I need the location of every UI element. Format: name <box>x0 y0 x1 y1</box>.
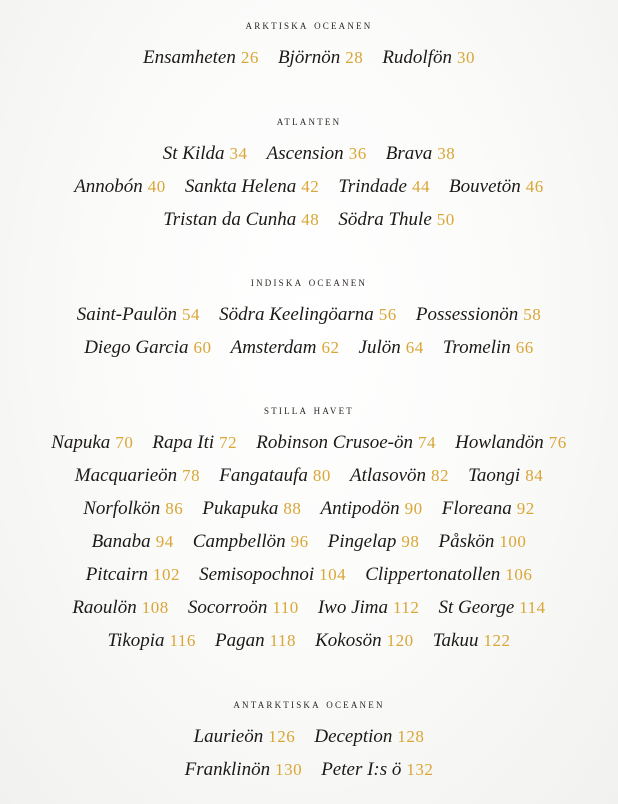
index-entry[interactable] <box>449 170 544 203</box>
island-name: Laurieön <box>193 726 264 747</box>
index-entry[interactable] <box>386 137 455 170</box>
index-entry[interactable] <box>185 170 319 203</box>
island-name: Rudolfön <box>382 47 452 68</box>
entry-row <box>0 753 618 786</box>
island-name: Clippertonatollen <box>365 564 501 585</box>
island-name: Atlasovön <box>350 465 427 486</box>
island-name: Påskön <box>438 531 495 552</box>
island-name: Napuka <box>51 432 111 453</box>
page-number: 28 <box>345 48 364 67</box>
index-entry[interactable] <box>328 525 420 558</box>
page-number: 76 <box>548 433 567 452</box>
island-name: Takuu <box>432 630 479 651</box>
page-number: 48 <box>301 210 320 229</box>
index-entry[interactable] <box>267 137 367 170</box>
page-number: 122 <box>483 631 511 650</box>
index-entry[interactable] <box>83 492 183 525</box>
island-name: Tristan da Cunha <box>163 209 297 230</box>
island-name: Ensamheten <box>142 47 236 68</box>
index-entry[interactable] <box>193 525 309 558</box>
island-name: St George <box>438 597 515 618</box>
page-number: 74 <box>418 433 436 452</box>
index-entry[interactable] <box>92 525 174 558</box>
entry-row <box>0 41 618 74</box>
island-name: Diego Garcia <box>84 337 189 358</box>
section-heading: indiska oceanen <box>250 274 368 289</box>
index-entry[interactable] <box>199 558 346 591</box>
page-number: 60 <box>193 338 212 357</box>
page-number: 114 <box>519 598 546 617</box>
page-number: 54 <box>182 305 201 324</box>
page-number: 58 <box>523 305 542 324</box>
page-number: 40 <box>147 177 166 196</box>
page-number: 98 <box>401 532 420 551</box>
index-entry[interactable] <box>455 426 567 459</box>
island-name: Raoulön <box>72 597 137 618</box>
index-entry[interactable] <box>143 41 259 74</box>
island-name: Annobón <box>74 176 143 197</box>
page-number: 66 <box>515 338 534 357</box>
island-name: Pingelap <box>327 531 397 552</box>
index-entry[interactable] <box>318 591 420 624</box>
index-entry[interactable] <box>382 41 475 74</box>
page-number: 72 <box>219 433 238 452</box>
index-entry[interactable] <box>219 459 331 492</box>
page-number: 36 <box>348 144 367 163</box>
index-entry[interactable] <box>163 203 319 236</box>
page-number: 70 <box>115 433 134 452</box>
island-name: Floreana <box>441 498 512 519</box>
page-number: 92 <box>516 499 535 518</box>
island-name: Brava <box>385 143 433 164</box>
island-name: Antipodön <box>320 498 400 519</box>
island-name: Södra Thule <box>338 209 432 230</box>
index-entry[interactable] <box>86 558 180 591</box>
entry-row <box>0 720 618 753</box>
page-number: 38 <box>437 144 456 163</box>
entry-row <box>0 591 618 624</box>
entry-row <box>0 426 618 459</box>
island-name: Björnön <box>277 47 341 68</box>
index-entry[interactable] <box>442 492 535 525</box>
index-entry[interactable] <box>321 753 433 786</box>
entry-row <box>0 331 618 364</box>
page-number: 30 <box>457 48 475 67</box>
section-heading: stilla havet <box>264 402 354 417</box>
island-name: Taongi <box>468 465 521 486</box>
page-number: 102 <box>152 565 180 584</box>
island-name: Pitcairn <box>85 564 148 585</box>
island-name: Pagan <box>215 630 265 651</box>
section-antarktiska-oceanen <box>0 695 618 786</box>
island-name: Socorroön <box>187 597 268 618</box>
index-entry[interactable] <box>74 170 166 203</box>
page-number: 44 <box>411 177 430 196</box>
page-number: 46 <box>525 177 544 196</box>
index-entry[interactable] <box>194 720 296 753</box>
island-name: Franklinön <box>184 759 271 780</box>
index-entry[interactable] <box>438 591 545 624</box>
index-entry[interactable] <box>84 331 211 364</box>
island-name: Kokosön <box>315 630 382 651</box>
island-name: Macquarieön <box>74 465 178 486</box>
island-name: Rapa Iti <box>152 432 215 453</box>
index-entry[interactable] <box>108 624 196 657</box>
entry-row <box>0 624 618 657</box>
island-name: Norfolkön <box>83 498 161 519</box>
entry-row <box>0 558 618 591</box>
index-entry[interactable] <box>51 426 133 459</box>
index-entry[interactable] <box>278 41 363 74</box>
page-number: 96 <box>290 532 309 551</box>
island-name: Södra Keelingöarna <box>219 304 374 325</box>
section-heading: antarktiska oceanen <box>233 696 385 711</box>
island-name: Ascension <box>266 143 344 164</box>
page-number: 110 <box>272 598 299 617</box>
index-entry[interactable] <box>202 492 301 525</box>
section-stilla-havet <box>0 401 618 657</box>
index-entry[interactable] <box>75 459 200 492</box>
page-number: 78 <box>182 466 201 485</box>
island-name: Sankta Helena <box>184 176 297 197</box>
page-number: 128 <box>397 727 425 746</box>
index-entry[interactable] <box>359 331 424 364</box>
page-number: 88 <box>283 499 302 518</box>
index-entry[interactable] <box>338 170 430 203</box>
page-number: 26 <box>240 48 259 67</box>
page-number: 100 <box>499 532 527 551</box>
section-atlanten <box>0 112 618 236</box>
island-name: Iwo Jima <box>317 597 388 618</box>
page-number: 80 <box>312 466 331 485</box>
index-entry[interactable] <box>350 459 449 492</box>
island-name: Fangataufa <box>219 465 308 486</box>
island-name: Bouvetön <box>449 176 521 197</box>
island-name: Banaba <box>91 531 151 552</box>
island-name: Campbellön <box>192 531 286 552</box>
index-entry[interactable] <box>443 331 534 364</box>
island-name: Peter I:s ö <box>321 759 402 780</box>
island-name: Tikopia <box>107 630 165 651</box>
entry-row <box>0 203 618 236</box>
index-entry[interactable] <box>433 624 511 657</box>
index-entry[interactable] <box>438 525 526 558</box>
index-entry[interactable] <box>215 624 296 657</box>
page-number: 108 <box>141 598 169 617</box>
section-indiska-oceanen <box>0 273 618 364</box>
island-name: Deception <box>314 726 393 747</box>
island-name: Amsterdam <box>230 337 317 358</box>
island-name: Possessionön <box>415 304 519 325</box>
section-arktiska-oceanen <box>0 16 618 74</box>
index-entry[interactable] <box>314 720 424 753</box>
page-number: 42 <box>301 177 320 196</box>
index-entry[interactable] <box>320 492 422 525</box>
section-heading: arktiska oceanen <box>245 17 373 32</box>
page-number: 112 <box>393 598 420 617</box>
island-name: St Kilda <box>162 143 225 164</box>
page-number: 94 <box>155 532 174 551</box>
index-entry[interactable] <box>365 558 532 591</box>
page-number: 56 <box>378 305 397 324</box>
entry-row <box>0 492 618 525</box>
index-entry[interactable] <box>188 591 299 624</box>
section-heading: atlanten <box>276 113 342 128</box>
index-entry[interactable] <box>219 298 397 331</box>
index-entry[interactable] <box>72 591 168 624</box>
entry-row <box>0 298 618 331</box>
page-number: 90 <box>404 499 423 518</box>
index-entry[interactable] <box>468 459 543 492</box>
index-entry[interactable] <box>315 624 414 657</box>
entry-row <box>0 170 618 203</box>
page-number: 106 <box>505 565 533 584</box>
index-entry[interactable] <box>163 137 248 170</box>
index-entry[interactable] <box>416 298 541 331</box>
entry-row <box>0 137 618 170</box>
page-number: 132 <box>406 760 434 779</box>
island-name: Saint-Paulön <box>76 304 178 325</box>
page-number: 86 <box>165 499 184 518</box>
page-number: 104 <box>319 565 347 584</box>
page-number: 50 <box>436 210 455 229</box>
entry-row <box>0 459 618 492</box>
island-name: Pukapuka <box>202 498 279 519</box>
entry-row <box>0 525 618 558</box>
page-number: 82 <box>431 466 450 485</box>
page-number: 62 <box>321 338 340 357</box>
page-number: 84 <box>525 466 544 485</box>
page-number: 126 <box>268 727 296 746</box>
page-number: 116 <box>169 631 196 650</box>
index-entry[interactable] <box>152 426 237 459</box>
index-entry[interactable] <box>185 753 303 786</box>
index-entry[interactable] <box>338 203 454 236</box>
page-number: 34 <box>229 144 248 163</box>
island-name: Julön <box>358 337 401 358</box>
page-number: 64 <box>405 338 424 357</box>
index-entry[interactable] <box>256 426 436 459</box>
island-name: Semisopochnoi <box>199 564 315 585</box>
index-entry[interactable] <box>231 331 340 364</box>
island-name: Trindade <box>338 176 407 197</box>
page-number: 130 <box>275 760 303 779</box>
island-name: Tromelin <box>442 337 511 358</box>
page-number: 118 <box>269 631 296 650</box>
page-number: 120 <box>386 631 414 650</box>
index-entry[interactable] <box>77 298 200 331</box>
island-name: Robinson Crusoe-ön <box>256 432 413 453</box>
island-name: Howlandön <box>455 432 544 453</box>
